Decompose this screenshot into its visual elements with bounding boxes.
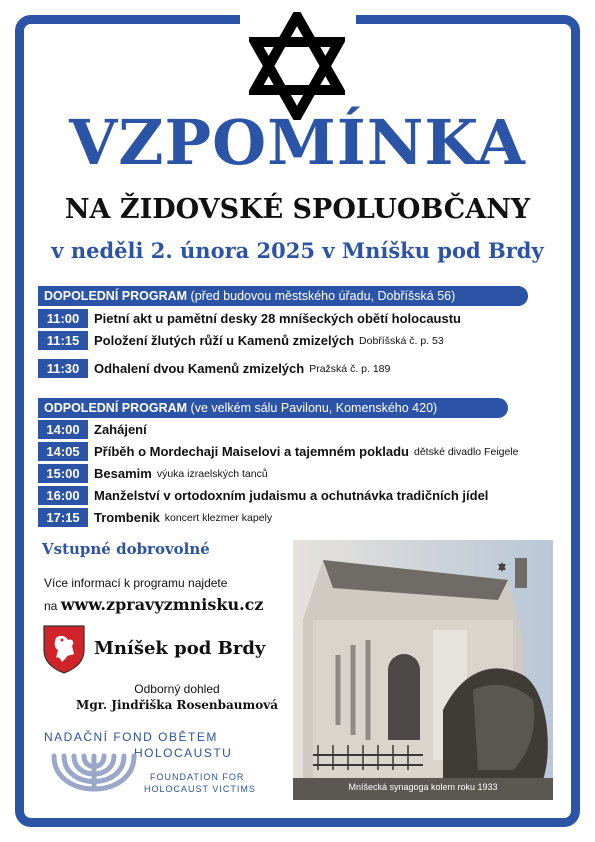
program-row [38,464,268,483]
program-row [38,442,518,461]
photo-caption: Mníšecká synagoga kolem roku 1933 [348,782,498,792]
program-row [38,331,444,350]
entry-note: Vstupné dobrovolné [42,540,210,558]
program-time: 15:00 [38,464,88,483]
program-event: Zahájení [94,422,147,437]
program-event: Příběh o Mordechaji Maiselovi a tajemném pokladu [94,444,409,459]
fund-name-en-line1: FOUNDATION FOR [150,772,245,782]
town-name: Mníšek pod Brdy [94,638,266,659]
synagogue-photo [293,540,553,800]
info-prefix: na [44,599,58,613]
program-time: 11:15 [38,331,88,350]
info-text: Více informací k programu najdete [44,576,228,590]
poster-title: VZPOMÍNKA [69,106,526,179]
program-time: 14:00 [38,420,88,439]
program-row [38,309,461,328]
program-event: Manželství v ortodoxním judaismu a ochutnávka tradičních jídel [94,488,489,503]
program-event: Odhalení dvou Kamenů zmizelých [94,361,305,376]
synagogue-illustration [293,540,553,800]
afternoon-program-label: ODPOLEDNÍ PROGRAM [44,401,188,415]
program-time: 14:05 [38,442,88,461]
menorah-logo-icon [44,752,144,800]
morning-program-label: DOPOLEDNÍ PROGRAM [44,289,188,303]
program-note: dětské divadlo Feigele [413,445,519,458]
program-event: Pietní akt u pamětní desky 28 mníšeckých obětí holocaustu [94,311,462,326]
fund-name-line2: HOLOCAUSTU [134,746,233,760]
program-note: Dobříšská č. p. 53 [359,334,444,347]
program-time: 11:00 [38,309,88,328]
program-time: 11:30 [38,359,88,378]
program-note: Pražská č. p. 189 [309,362,391,375]
afternoon-program-location: (ve velkém sálu Pavilonu, Komenského 420) [190,401,438,415]
program-event: Trombenik [94,510,160,525]
morning-program-header [38,286,528,306]
program-row [38,486,488,505]
program-note: koncert klezmer kapely [164,511,273,524]
program-note: výuka izraelských tanců [156,467,268,480]
program-row [38,420,147,439]
supervisor-name: Mgr. Jindřiška Rosenbaumová [76,698,278,712]
morning-program-location: (před budovou městského úřadu, Dobříšská 56) [190,289,456,303]
fund-name-line1: NADAČNÍ FOND OBĚTEM [44,730,218,744]
town-crest-icon [42,624,86,674]
info-url-line [44,595,264,614]
poster-subtitle: NA ŽIDOVSKÉ SPOLUOBČANY [64,194,531,225]
afternoon-program-header [38,398,508,418]
supervision-label: Odborný dohled [134,682,220,696]
program-row [38,359,390,378]
program-time: 17:15 [38,508,88,527]
event-date: v neděli 2. února 2025 v Mníšku pod Brdy [51,238,544,263]
program-time: 16:00 [38,486,88,505]
program-row [38,508,272,527]
fund-name-en-line2: HOLOCAUST VICTIMS [144,784,256,794]
website-link[interactable]: www.zpravyzmnisku.cz [60,595,264,614]
program-event: Besamim [94,466,152,481]
program-event: Položení žlutých růží u Kamenů zmizelých [94,333,355,348]
star-of-david-icon [249,12,345,120]
